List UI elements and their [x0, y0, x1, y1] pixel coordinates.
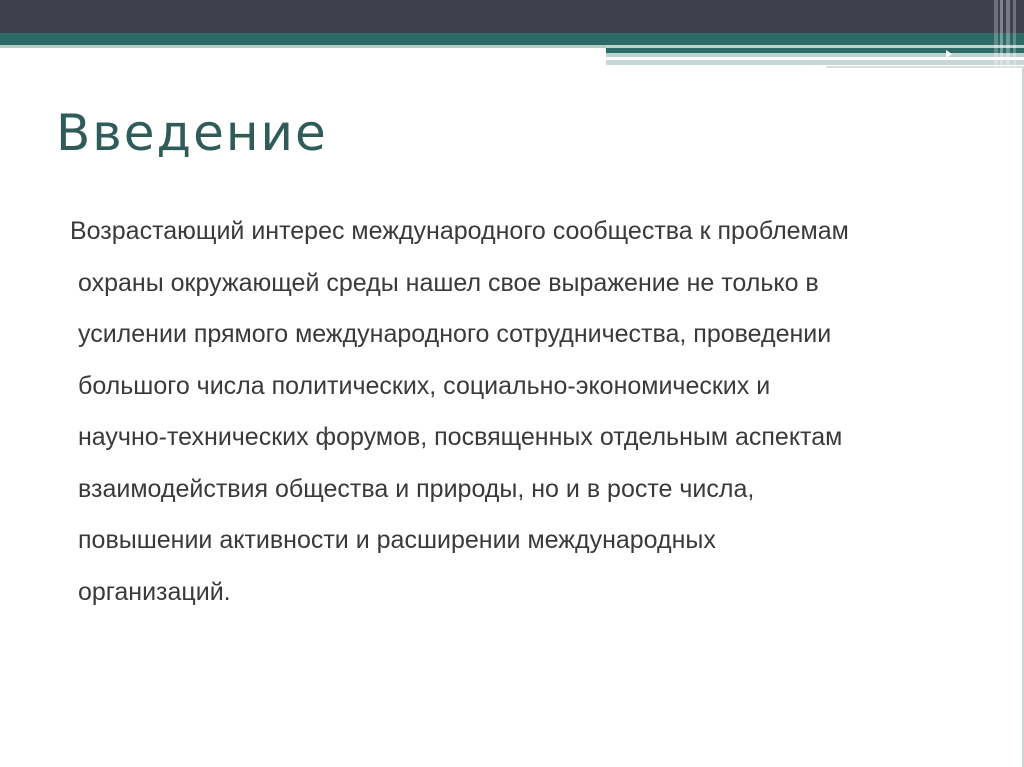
body-line: усилении прямого международного сотрудничества, проведении [78, 320, 832, 348]
header-stripe [1000, 0, 1003, 70]
triangle-marker-icon [946, 50, 952, 58]
header-stripe [994, 0, 998, 70]
header-stripe [1006, 0, 1010, 70]
body-line: организаций. [78, 577, 231, 606]
body-line: Возрастающий интерес международного сообщества к проблемам [70, 217, 849, 245]
body-line: взаимодействия общества и природы, но и в росте числа, [78, 474, 755, 503]
body-line: научно-технических форумов, посвященных отдельным аспектам [78, 423, 843, 451]
header-band-thin [606, 60, 1024, 65]
body-line: охраны окружающей среды нашел свое выражение не только в [78, 268, 819, 297]
body-line: повышении активности и расширении международных [78, 526, 716, 554]
body-line: большого числа политических, социально-экономических и [78, 371, 771, 400]
header-band-teal [0, 33, 1024, 45]
header-band-dark [0, 0, 1024, 33]
header-band-step-dark [606, 48, 1024, 53]
slide-body [56, 206, 976, 618]
slide-title: Введение [56, 104, 328, 162]
header-stripe [1013, 0, 1016, 70]
